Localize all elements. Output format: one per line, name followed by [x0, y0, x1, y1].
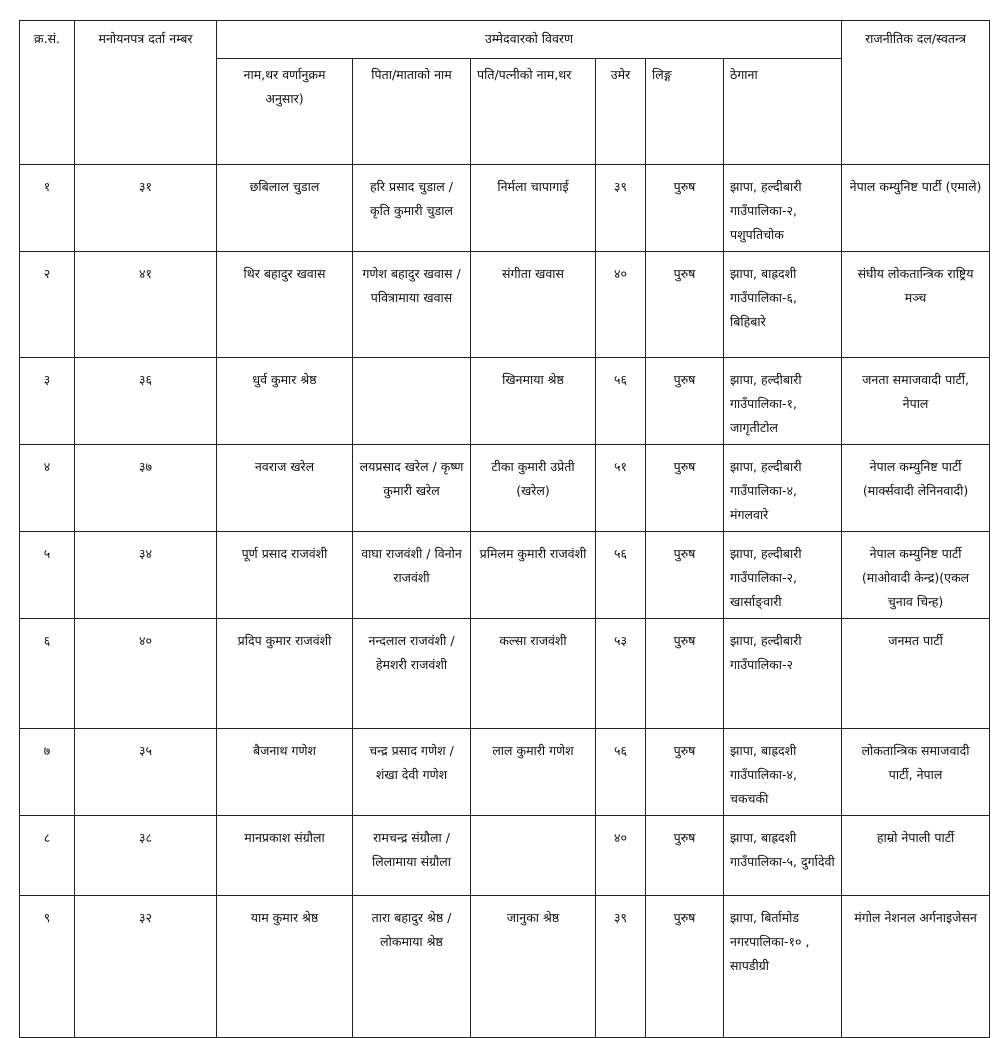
cell-name: प्रदिप कुमार राजवंशी: [217, 619, 353, 729]
cell-age: ५६: [596, 358, 646, 445]
cell-registration: ३४: [75, 532, 217, 619]
cell-parent: [353, 358, 471, 445]
table-row: [20, 165, 990, 252]
cell-parent: रामचन्द्र संग्रौला / लिलामाया संग्रौला: [353, 816, 471, 896]
cell-name: बैजनाथ गणेश: [217, 729, 353, 816]
cell-serial: ४: [20, 445, 75, 532]
cell-name: छबिलाल चुडाल: [217, 165, 353, 252]
table-row: [20, 816, 990, 896]
candidate-table: [19, 20, 990, 1038]
cell-party: जनता समाजवादी पार्टी, नेपाल: [842, 358, 990, 445]
table-row: [20, 445, 990, 532]
cell-parent: चन्द्र प्रसाद गणेश / शंखा देवी गणेश: [353, 729, 471, 816]
cell-party: जनमत पार्टी: [842, 619, 990, 729]
header-registration-number: मनोयनपत्र दर्ता नम्बर: [75, 21, 217, 165]
header-party: राजनीतिक दल/स्वतन्त्र: [842, 21, 990, 165]
cell-age: ५६: [596, 729, 646, 816]
cell-party: संघीय लोकतान्त्रिक राष्ट्रिय मञ्च: [842, 252, 990, 358]
cell-serial: ३: [20, 358, 75, 445]
cell-registration: ३१: [75, 165, 217, 252]
header-name: नाम,थर वर्णानुक्रम अनुसार): [217, 59, 353, 165]
cell-party: लोकतान्त्रिक समाजवादी पार्टी, नेपाल: [842, 729, 990, 816]
cell-serial: ८: [20, 816, 75, 896]
cell-serial: ६: [20, 619, 75, 729]
cell-gender: पुरुष: [646, 358, 724, 445]
cell-registration: ३६: [75, 358, 217, 445]
cell-party: नेपाल कम्युनिष्ट पार्टी (एमाले): [842, 165, 990, 252]
cell-gender: पुरुष: [646, 252, 724, 358]
cell-spouse: टीका कुमारी उप्रेती (खरेल): [471, 445, 596, 532]
cell-address: झापा, हल्दीबारी गाउँपालिका-४, मंगलवारे: [724, 445, 842, 532]
cell-parent: गणेश बहादुर खवास / पवित्रामाया खवास: [353, 252, 471, 358]
cell-age: ५३: [596, 619, 646, 729]
cell-parent: तारा बहादुर श्रेष्ठ / लोकमाया श्रेष्ठ: [353, 896, 471, 1038]
cell-party: नेपाल कम्युनिष्ट पार्टी (माओवादी केन्द्र)(एकल चुनाव चिन्ह): [842, 532, 990, 619]
header-parent: पिता/माताको नाम: [353, 59, 471, 165]
cell-gender: पुरुष: [646, 896, 724, 1038]
cell-spouse: संगीता खवास: [471, 252, 596, 358]
cell-address: झापा, बाह्रदशी गाउँपालिका-४, चकचकी: [724, 729, 842, 816]
header-spouse: पति/पत्नीको नाम,थर: [471, 59, 596, 165]
cell-name: याम कुमार श्रेष्ठ: [217, 896, 353, 1038]
cell-serial: ५: [20, 532, 75, 619]
header-candidate-details: उम्मेदवारको विवरण: [217, 21, 842, 59]
cell-address: झापा, बिर्तामोड नगरपालिका-१० , सापडीग्री: [724, 896, 842, 1038]
cell-registration: ३५: [75, 729, 217, 816]
cell-parent: नन्दलाल राजवंशी / हेमशरी राजवंशी: [353, 619, 471, 729]
cell-gender: पुरुष: [646, 532, 724, 619]
cell-address: झापा, हल्दीबारी गाउँपालिका-१, जागृतीटोल: [724, 358, 842, 445]
cell-spouse: खिनमाया श्रेष्ठ: [471, 358, 596, 445]
cell-gender: पुरुष: [646, 729, 724, 816]
header-gender: लिङ्ग: [646, 59, 724, 165]
cell-spouse: निर्मला चापागाई: [471, 165, 596, 252]
cell-name: पूर्ण प्रसाद राजवंशी: [217, 532, 353, 619]
cell-age: ५६: [596, 532, 646, 619]
table-row: [20, 358, 990, 445]
cell-gender: पुरुष: [646, 445, 724, 532]
cell-registration: ३७: [75, 445, 217, 532]
cell-serial: १: [20, 165, 75, 252]
table-row: [20, 729, 990, 816]
cell-registration: ४१: [75, 252, 217, 358]
cell-parent: लयप्रसाद खरेल / कृष्ण कुमारी खरेल: [353, 445, 471, 532]
cell-party: नेपाल कम्युनिष्ट पार्टी (मार्क्सवादी लेनिनवादी): [842, 445, 990, 532]
cell-registration: ३८: [75, 816, 217, 896]
cell-registration: ४०: [75, 619, 217, 729]
cell-age: ३९: [596, 165, 646, 252]
header-age: उमेर: [596, 59, 646, 165]
cell-age: ५१: [596, 445, 646, 532]
cell-spouse: लाल कुमारी गणेश: [471, 729, 596, 816]
cell-serial: ७: [20, 729, 75, 816]
table-row: [20, 619, 990, 729]
table-row: [20, 896, 990, 1038]
cell-gender: पुरुष: [646, 619, 724, 729]
cell-party: मंगोल नेशनल अर्गनाइजेसन: [842, 896, 990, 1038]
cell-age: ४०: [596, 252, 646, 358]
cell-parent: वाघा राजवंशी / विनोन राजवंशी: [353, 532, 471, 619]
cell-name: मानप्रकाश संग्रौला: [217, 816, 353, 896]
cell-age: ३९: [596, 896, 646, 1038]
cell-address: झापा, हल्दीबारी गाउँपालिका-२: [724, 619, 842, 729]
cell-name: थिर बहादुर खवास: [217, 252, 353, 358]
cell-address: झापा, हल्दीबारी गाउँपालिका-२, पशुपतिचोक: [724, 165, 842, 252]
cell-spouse: प्रमिलम कुमारी राजवंशी: [471, 532, 596, 619]
table-row: [20, 532, 990, 619]
cell-spouse: जानुका श्रेष्ठ: [471, 896, 596, 1038]
cell-address: झापा, बाह्रदशी गाउँपालिका-५, दुर्गादेवी: [724, 816, 842, 896]
cell-spouse: कल्सा राजवंशी: [471, 619, 596, 729]
cell-parent: हरि प्रसाद चुडाल / कृति कुमारी चुडाल: [353, 165, 471, 252]
cell-age: ४०: [596, 816, 646, 896]
cell-name: नवराज खरेल: [217, 445, 353, 532]
table-row: [20, 252, 990, 358]
cell-serial: ९: [20, 896, 75, 1038]
cell-gender: पुरुष: [646, 816, 724, 896]
cell-gender: पुरुष: [646, 165, 724, 252]
cell-registration: ३२: [75, 896, 217, 1038]
header-serial: क्र.सं.: [20, 21, 75, 165]
cell-serial: २: [20, 252, 75, 358]
cell-spouse: [471, 816, 596, 896]
cell-address: झापा, हल्दीबारी गाउँपालिका-२, खार्साङ्वारी: [724, 532, 842, 619]
cell-name: धुर्व कुमार श्रेष्ठ: [217, 358, 353, 445]
cell-address: झापा, बाह्रदशी गाउँपालिका-६, बिहिबारे: [724, 252, 842, 358]
cell-party: हाम्रो नेपाली पार्टी: [842, 816, 990, 896]
header-address: ठेगाना: [724, 59, 842, 165]
